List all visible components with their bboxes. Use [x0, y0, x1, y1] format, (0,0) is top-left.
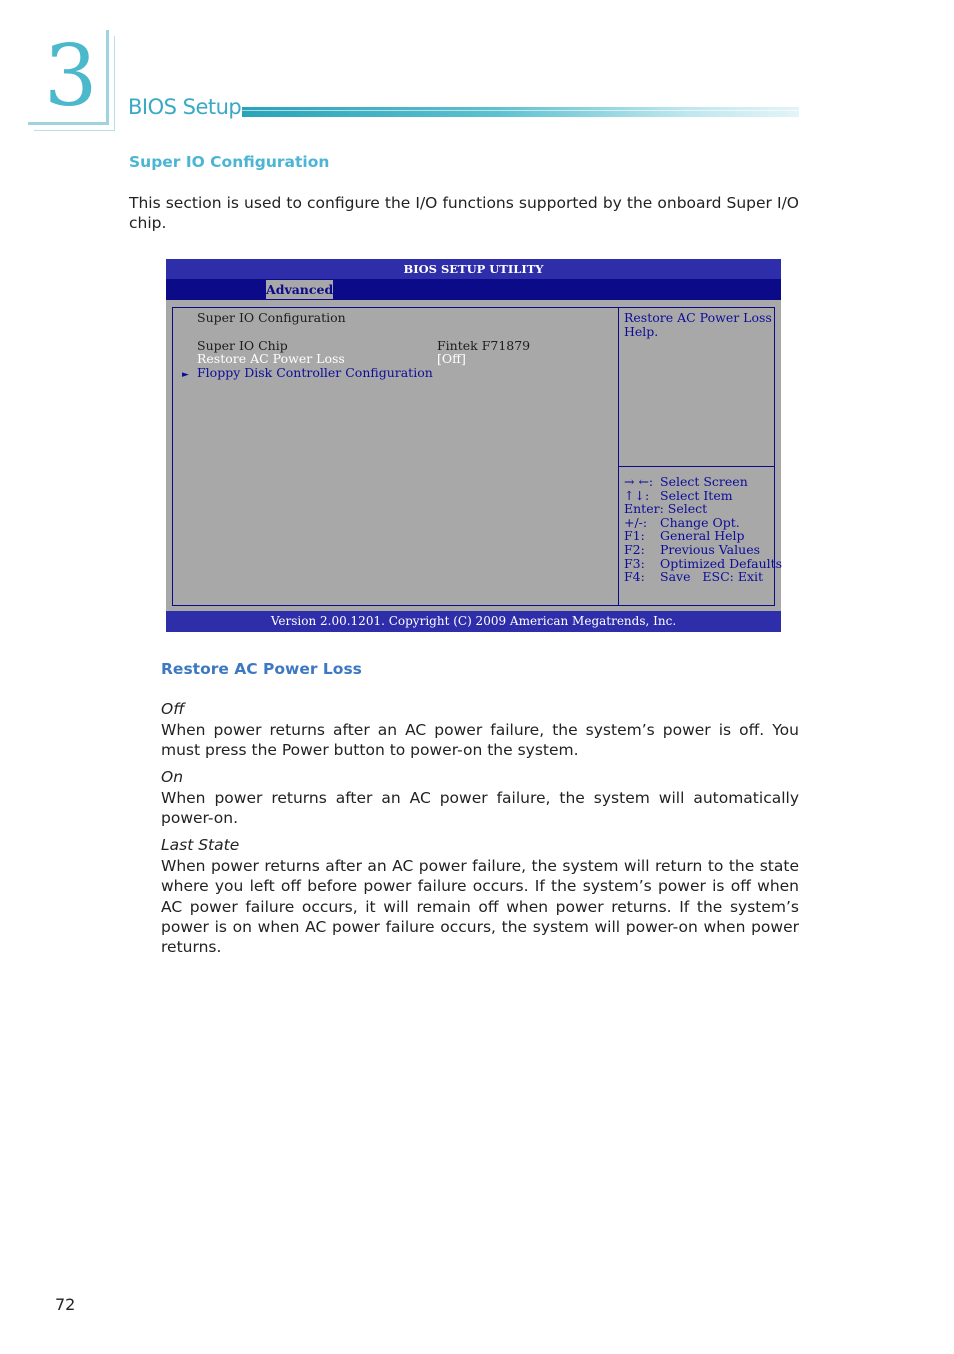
- help-divider: [619, 466, 774, 467]
- bios-item-super-io-chip-value: Fintek F71879: [437, 338, 531, 353]
- bios-title-bar: BIOS SETUP UTILITY: [166, 259, 781, 279]
- key-legend-row: F4: Save ESC: Exit: [624, 569, 764, 584]
- bios-item-restore-ac-power-loss[interactable]: Restore AC Power Loss: [197, 351, 345, 366]
- subsection-heading: Restore AC Power Loss: [161, 660, 362, 678]
- submenu-arrow-icon: ►: [182, 370, 189, 380]
- option-name-last-state: Last State: [161, 836, 240, 854]
- key-legend-row: Enter: Select: [624, 501, 708, 516]
- help-text-line1: Restore AC Power Loss: [624, 310, 772, 325]
- key-legend-row: F2: Previous Values: [624, 542, 760, 557]
- bios-footer: Version 2.00.1201. Copyright (C) 2009 American Megatrends, Inc.: [166, 611, 781, 632]
- option-name-off: Off: [161, 700, 185, 718]
- key-legend-row: F1: General Help: [624, 528, 745, 543]
- key-legend-row: ↑↓: Select Item: [624, 488, 733, 503]
- bios-item-super-io-chip-label: Super IO Chip: [197, 338, 288, 353]
- bios-tab-bar: [166, 279, 781, 300]
- chapter-number: 3: [44, 27, 98, 125]
- bios-screen: [166, 259, 781, 632]
- page-number: 72: [55, 1295, 76, 1314]
- option-desc-on: When power returns after an AC power failure, the system will automatically power-on.: [161, 789, 799, 828]
- bios-submenu-floppy-disk-controller[interactable]: Floppy Disk Controller Configuration: [197, 365, 433, 380]
- bios-item-restore-ac-power-loss-value[interactable]: [Off]: [437, 351, 466, 366]
- option-desc-last-state: When power returns after an AC power failure, the system will return to the state where you left off before power failure occurs. If the system’s power is off when AC power failure occurs, it will remain off when power returns. If the system’s power is on when AC power failure occurs, the system will power-on when power returns.: [161, 857, 799, 957]
- key-legend-row: F3: Optimized Defaults: [624, 556, 783, 571]
- key-legend-row: → ←: Select Screen: [624, 474, 748, 489]
- help-text-line2: Help.: [624, 324, 659, 339]
- key-legend-row: +/-: Change Opt.: [624, 515, 740, 530]
- tab-advanced[interactable]: Advanced: [266, 282, 334, 297]
- option-desc-off: When power returns after an AC power failure, the system’s power is off. You must press the Power button to power-on the system.: [161, 721, 799, 760]
- bios-main-panel: [172, 307, 618, 606]
- chapter-title-bar: [242, 107, 799, 117]
- chapter-title: BIOS Setup: [128, 95, 242, 119]
- bios-help-panel: [618, 307, 783, 606]
- section-intro: This section is used to configure the I/O functions supported by the onboard Super I/O chip.: [129, 194, 799, 232]
- section-heading: Super IO Configuration: [129, 153, 330, 171]
- option-name-on: On: [161, 768, 184, 786]
- bios-menu-heading: Super IO Configuration: [197, 310, 346, 325]
